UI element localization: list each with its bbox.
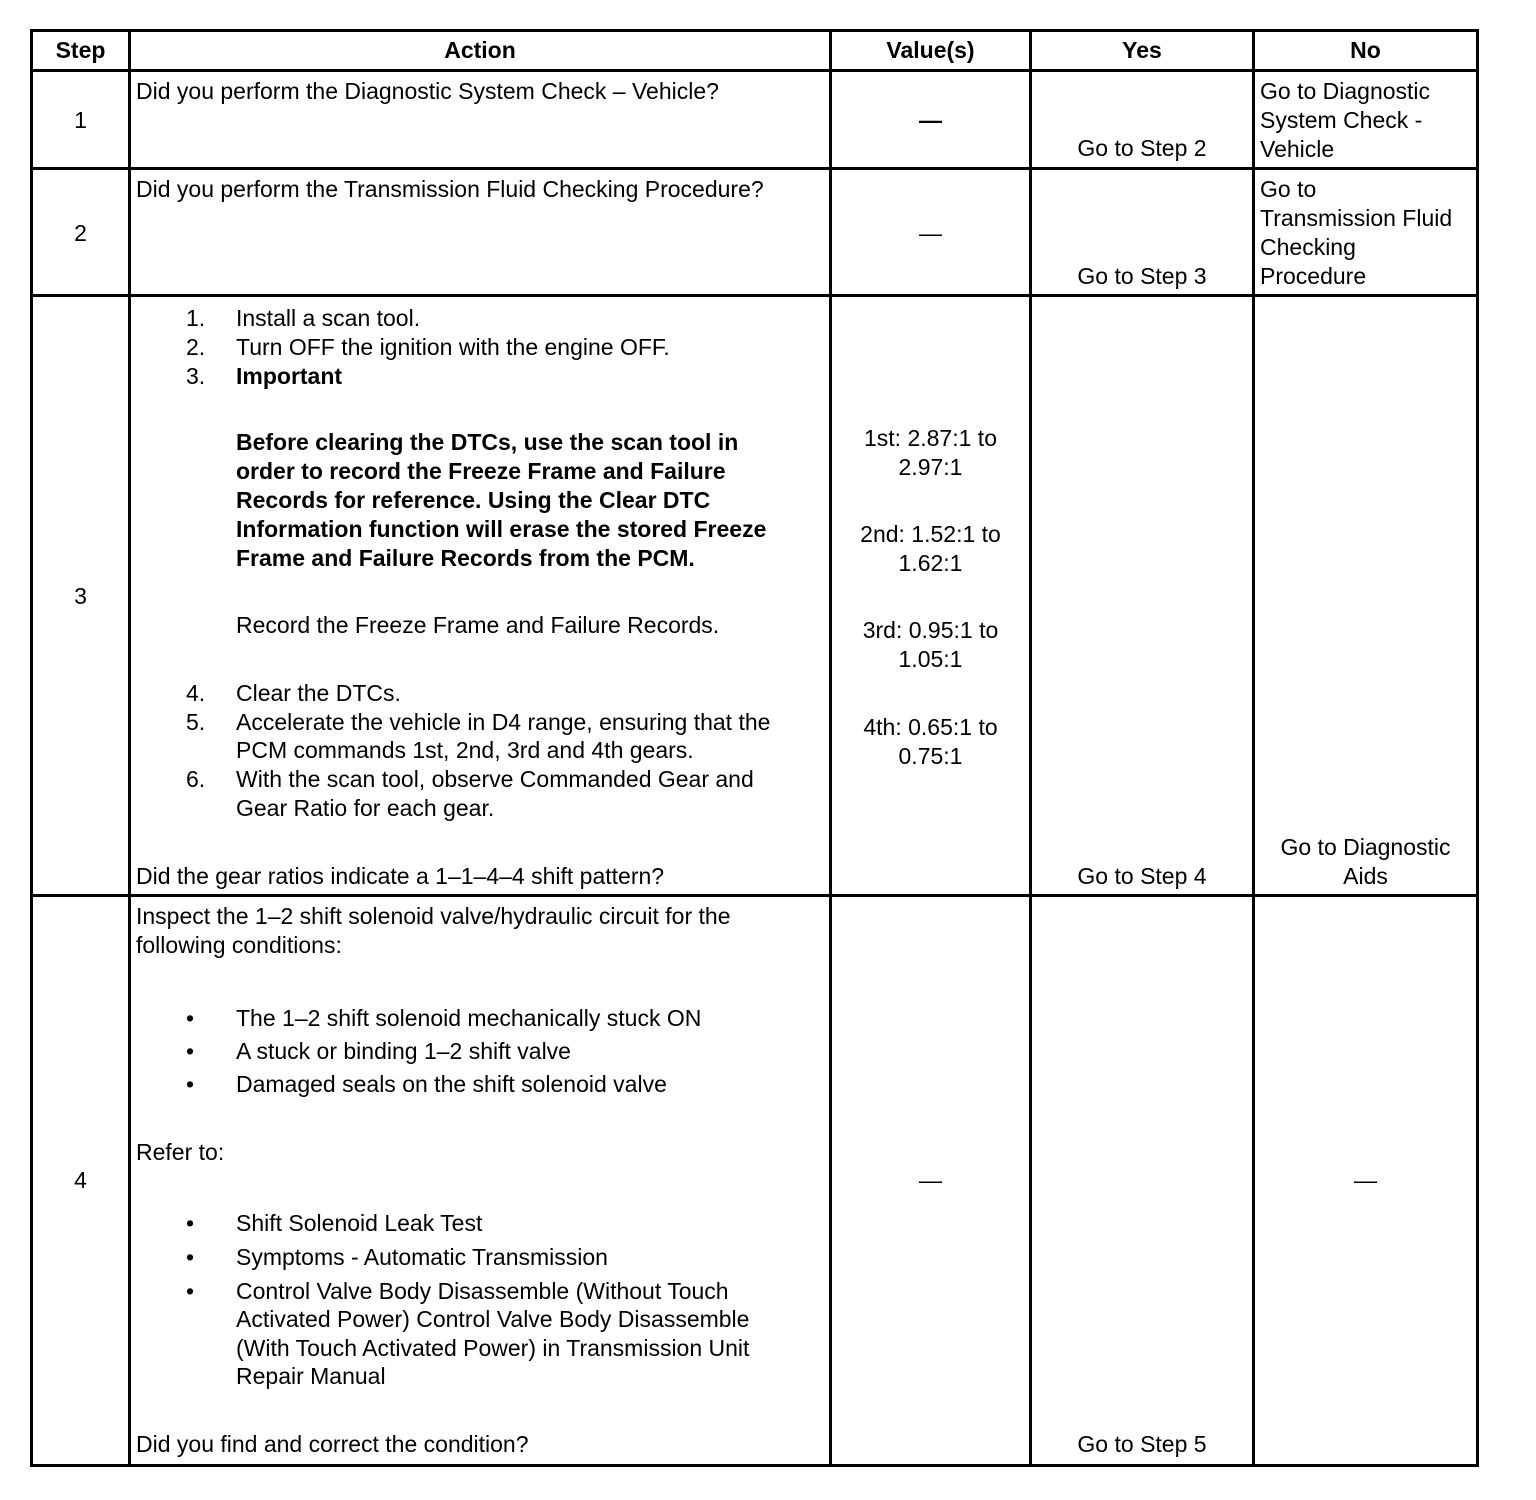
important-text-line: Before clearing the DTCs, use the scan tool in	[236, 429, 739, 455]
list-number: 3.	[186, 363, 206, 389]
value-text: —	[919, 220, 942, 246]
question-text: Did you find and correct the condition?	[136, 1431, 529, 1457]
step-number: 3	[74, 583, 87, 609]
list-item-continued: Gear Ratio for each gear.	[236, 795, 495, 821]
reference-item-continued: Repair Manual	[236, 1363, 386, 1389]
list-item: Install a scan tool.	[236, 305, 421, 331]
condition-item: The 1–2 shift solenoid mechanically stuck ON	[236, 1005, 702, 1031]
list-number: 6.	[186, 766, 206, 792]
step-number: 2	[74, 220, 87, 246]
list-number: 1.	[186, 305, 206, 331]
yes-text: Go to Step 5	[1077, 1431, 1207, 1457]
reference-item-continued: (With Touch Activated Power) in Transmission Unit	[236, 1335, 750, 1361]
intro-text-line: Inspect the 1–2 shift solenoid valve/hydraulic circuit for the	[136, 903, 731, 929]
condition-item: Damaged seals on the shift solenoid valve	[236, 1071, 667, 1097]
header-yes: Yes	[1122, 37, 1162, 63]
header-values: Value(s)	[886, 37, 975, 63]
value-text: —	[919, 1167, 942, 1193]
gear-ratio-line: 3rd: 0.95:1 to	[862, 617, 999, 643]
no-text-line: Procedure	[1260, 263, 1367, 289]
yes-text: Go to Step 2	[1077, 135, 1207, 161]
no-text-line: Go to Diagnostic	[1260, 78, 1431, 104]
action-text: Did you perform the Transmission Fluid Checking Procedure?	[136, 176, 764, 202]
important-text-line: Information function will erase the stored Freeze	[236, 516, 767, 542]
list-number: 5.	[186, 709, 206, 735]
no-text-line: Checking	[1260, 234, 1356, 260]
question-text: Did the gear ratios indicate a 1–1–4–4 shift pattern?	[136, 863, 665, 889]
gear-ratio-line: 0.75:1	[898, 743, 963, 769]
record-text: Record the Freeze Frame and Failure Records.	[236, 612, 720, 638]
step-number: 1	[74, 107, 87, 133]
list-number: 4.	[186, 680, 206, 706]
action-text: Did you perform the Diagnostic System Check – Vehicle?	[136, 78, 719, 104]
header-action: Action	[444, 37, 516, 63]
important-text-line: order to record the Freeze Frame and Failure	[236, 458, 726, 484]
reference-item: Shift Solenoid Leak Test	[236, 1210, 483, 1236]
step-number: 4	[74, 1167, 87, 1193]
no-text-line: Aids	[1343, 863, 1388, 889]
gear-ratio-line: 1.05:1	[898, 646, 963, 672]
bullet-icon: •	[186, 1071, 195, 1097]
no-text-line: Go to	[1260, 176, 1317, 202]
gear-ratio-line: 1.62:1	[898, 550, 963, 576]
header-step: Step	[55, 37, 106, 63]
bullet-icon: •	[186, 1244, 195, 1270]
yes-text: Go to Step 4	[1077, 863, 1207, 889]
important-text-line: Frame and Failure Records from the PCM.	[236, 545, 695, 571]
condition-item: A stuck or binding 1–2 shift valve	[236, 1038, 571, 1064]
value-text: —	[919, 107, 942, 133]
reference-item: Control Valve Body Disassemble (Without Touch	[236, 1278, 729, 1304]
list-item-continued: PCM commands 1st, 2nd, 3rd and 4th gears.	[236, 737, 694, 763]
gear-ratio-line: 1st: 2.87:1 to	[864, 425, 997, 451]
no-text-line: Go to Diagnostic	[1280, 834, 1451, 860]
bullet-icon: •	[186, 1210, 195, 1236]
list-item: Turn OFF the ignition with the engine OFF.	[236, 334, 670, 360]
important-label: Important	[236, 363, 343, 389]
gear-ratio-line: 2.97:1	[898, 454, 963, 480]
no-text-line: Transmission Fluid	[1260, 205, 1453, 231]
list-item: With the scan tool, observe Commanded Gear and	[236, 766, 754, 792]
no-text-line: Vehicle	[1260, 136, 1335, 162]
bullet-icon: •	[186, 1278, 195, 1304]
reference-item: Symptoms - Automatic Transmission	[236, 1244, 608, 1270]
header-no: No	[1350, 37, 1381, 63]
yes-text: Go to Step 3	[1077, 263, 1207, 289]
refer-label: Refer to:	[136, 1139, 225, 1165]
bullet-icon: •	[186, 1005, 195, 1031]
gear-ratio-line: 2nd: 1.52:1 to	[860, 521, 1001, 547]
intro-text-line: following conditions:	[136, 932, 342, 958]
list-item: Clear the DTCs.	[236, 680, 401, 706]
important-text-line: Records for reference. Using the Clear DTC	[236, 487, 711, 513]
list-item: Accelerate the vehicle in D4 range, ensuring that the	[236, 709, 771, 735]
no-text-line: System Check -	[1260, 107, 1423, 133]
no-text: —	[1354, 1167, 1377, 1193]
bullet-icon: •	[186, 1038, 195, 1064]
reference-item-continued: Activated Power) Control Valve Body Disassemble	[236, 1306, 750, 1332]
gear-ratio-line: 4th: 0.65:1 to	[863, 714, 998, 740]
list-number: 2.	[186, 334, 206, 360]
